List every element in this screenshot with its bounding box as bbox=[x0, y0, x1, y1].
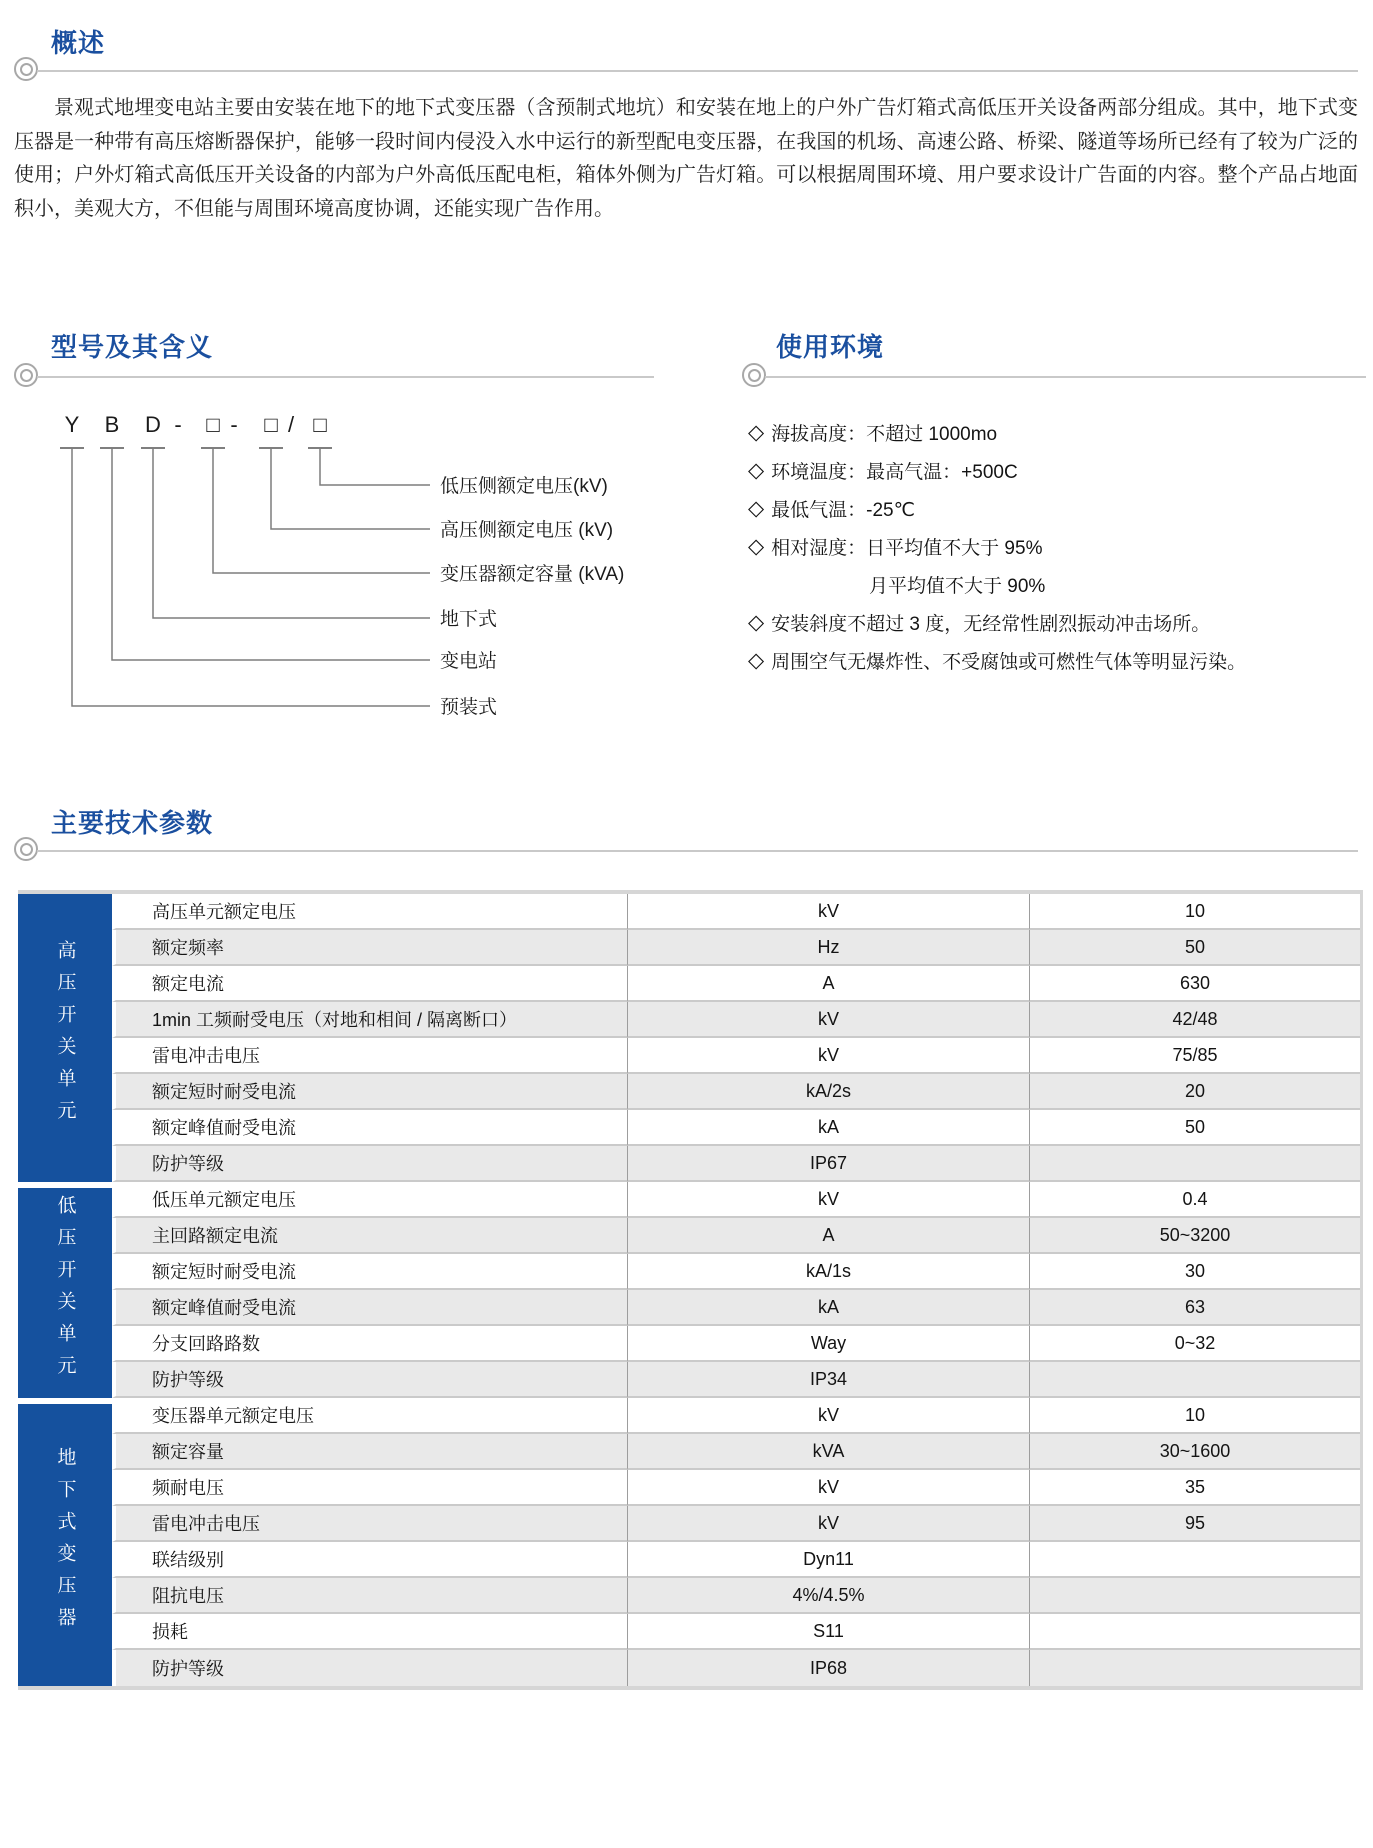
table-row bbox=[18, 1326, 1360, 1362]
table-row bbox=[18, 1110, 1360, 1146]
divider-line bbox=[37, 376, 654, 378]
param-value: 50 bbox=[1030, 1110, 1360, 1146]
param-unit: A bbox=[628, 966, 1030, 1002]
param-unit: kV bbox=[628, 1398, 1030, 1434]
param-name: 阻抗电压 bbox=[112, 1578, 628, 1614]
env-item bbox=[748, 413, 1368, 451]
diamond-icon: ◇ bbox=[748, 420, 765, 444]
table-row bbox=[18, 1074, 1360, 1110]
table-row bbox=[18, 1254, 1360, 1290]
param-name: 额定短时耐受电流 bbox=[112, 1074, 628, 1110]
model-label-prefabricated: 预装式 bbox=[440, 697, 498, 718]
param-value: 95 bbox=[1030, 1506, 1360, 1542]
table-row bbox=[18, 1398, 1360, 1434]
param-value: 30~1600 bbox=[1030, 1434, 1360, 1470]
param-name: 额定频率 bbox=[112, 930, 628, 966]
param-unit: kV bbox=[628, 894, 1030, 930]
param-unit: IP67 bbox=[628, 1146, 1030, 1182]
section-title-environment: 使用环境 bbox=[776, 332, 885, 362]
environment-list bbox=[748, 413, 1368, 679]
table-row bbox=[18, 1434, 1360, 1470]
table-row bbox=[18, 1470, 1360, 1506]
param-name: 主回路额定电流 bbox=[112, 1218, 628, 1254]
param-value bbox=[1030, 1146, 1360, 1182]
group-cell-underground-transformer bbox=[18, 1398, 112, 1686]
table-row bbox=[18, 1362, 1360, 1398]
param-value: 35 bbox=[1030, 1470, 1360, 1506]
param-unit: kV bbox=[628, 1002, 1030, 1038]
model-label-substation: 变电站 bbox=[440, 651, 498, 672]
table-row bbox=[18, 1038, 1360, 1074]
param-value: 10 bbox=[1030, 1398, 1360, 1434]
param-unit: 4%/4.5% bbox=[628, 1578, 1030, 1614]
parameters-table-frame bbox=[18, 890, 1363, 1690]
ring-icon bbox=[14, 363, 38, 387]
param-unit: Way bbox=[628, 1326, 1030, 1362]
table-row bbox=[18, 1578, 1360, 1614]
param-value: 50 bbox=[1030, 930, 1360, 966]
param-unit: kA bbox=[628, 1290, 1030, 1326]
model-symbol-box: □ bbox=[264, 412, 278, 437]
model-label-capacity: 变压器额定容量 (kVA) bbox=[440, 564, 625, 585]
env-item bbox=[748, 641, 1368, 679]
section-rule bbox=[14, 57, 1358, 85]
section-rule bbox=[742, 363, 1366, 391]
model-label-lv-voltage: 低压侧额定电压(kV) bbox=[440, 476, 608, 497]
divider-line bbox=[37, 850, 1358, 852]
param-unit: kV bbox=[628, 1182, 1030, 1218]
param-name: 额定短时耐受电流 bbox=[112, 1254, 628, 1290]
table-row bbox=[18, 1650, 1360, 1686]
group-label: 低压开关单元 bbox=[54, 1194, 76, 1387]
env-item bbox=[748, 527, 1368, 565]
param-value: 20 bbox=[1030, 1074, 1360, 1110]
env-item-text: 最低气温：-25℃ bbox=[771, 499, 915, 521]
param-unit: A bbox=[628, 1218, 1030, 1254]
env-item-text: 海拔高度：不超过 1000mo bbox=[771, 423, 998, 445]
ring-icon bbox=[742, 363, 766, 387]
env-item-continuation bbox=[748, 565, 1368, 603]
parameters-table bbox=[18, 894, 1360, 1686]
param-name: 分支回路路数 bbox=[112, 1326, 628, 1362]
group-label: 高压开关单元 bbox=[54, 939, 76, 1132]
param-unit: kA bbox=[628, 1110, 1030, 1146]
table-row bbox=[18, 1506, 1360, 1542]
table-row bbox=[18, 1002, 1360, 1038]
ring-icon bbox=[14, 57, 38, 81]
param-unit: kA/1s bbox=[628, 1254, 1030, 1290]
env-item-text: 周围空气无爆炸性、不受腐蚀或可燃性气体等明显污染。 bbox=[771, 651, 1247, 673]
param-name: 额定峰值耐受电流 bbox=[112, 1110, 628, 1146]
divider-line bbox=[37, 70, 1358, 72]
divider-line bbox=[765, 376, 1366, 378]
connector-lines bbox=[72, 448, 430, 706]
param-unit: S11 bbox=[628, 1614, 1030, 1650]
diamond-icon: ◇ bbox=[748, 610, 765, 634]
param-value: 10 bbox=[1030, 894, 1360, 930]
table-row bbox=[18, 1614, 1360, 1650]
param-value: 30 bbox=[1030, 1254, 1360, 1290]
param-value: 50~3200 bbox=[1030, 1218, 1360, 1254]
param-unit: IP34 bbox=[628, 1362, 1030, 1398]
param-name: 额定电流 bbox=[112, 966, 628, 1002]
env-item bbox=[748, 489, 1368, 527]
model-symbol: / bbox=[287, 412, 295, 437]
param-name: 高压单元额定电压 bbox=[112, 894, 628, 930]
model-symbol-box: □ bbox=[313, 412, 327, 437]
param-value: 63 bbox=[1030, 1290, 1360, 1326]
param-value bbox=[1030, 1542, 1360, 1578]
param-value bbox=[1030, 1578, 1360, 1614]
param-name: 联结级别 bbox=[112, 1542, 628, 1578]
table-row bbox=[18, 966, 1360, 1002]
section-rule bbox=[14, 363, 654, 391]
model-label-hv-voltage: 高压侧额定电压 (kV) bbox=[440, 520, 614, 541]
overview-paragraph: 景观式地埋变电站主要由安装在地下的地下式变压器（含预制式地坑）和安装在地上的户外广告灯箱式高低压开关设备两部分组成。其中，地下式变压器是一种带有高压熔断器保护，能够一段时间内侵没入水中运行的新型配电变压器，在我国的机场、高速公路、桥梁、隧道等场所已经有了较为广泛的使用；户外灯箱式高低压开关设备的内部为户外高低压配电柜，箱体外侧为广告灯箱。可以根据周围环境、用户要求设计广告面的内容。整个产品占地面积小，美观大方，不但能与周围环境高度协调，还能实现广告作用。 bbox=[14, 97, 1358, 220]
ring-icon bbox=[14, 837, 38, 861]
section-rule bbox=[14, 837, 1358, 865]
param-unit: Dyn11 bbox=[628, 1542, 1030, 1578]
model-symbol: D bbox=[145, 412, 161, 437]
env-item-text: 月平均值不大于 90% bbox=[869, 575, 1046, 597]
table-row bbox=[18, 1290, 1360, 1326]
param-name: 雷电冲击电压 bbox=[112, 1506, 628, 1542]
group-cell-lv-switch bbox=[18, 1182, 112, 1398]
param-unit: Hz bbox=[628, 930, 1030, 966]
param-name: 雷电冲击电压 bbox=[112, 1038, 628, 1074]
param-name: 额定峰值耐受电流 bbox=[112, 1290, 628, 1326]
group-label: 地下式变压器 bbox=[54, 1446, 76, 1639]
env-item-text: 相对湿度：日平均值不大于 95% bbox=[771, 537, 1043, 559]
env-item-text: 环境温度：最高气温：+500C bbox=[771, 461, 1018, 483]
param-value: 630 bbox=[1030, 966, 1360, 1002]
model-symbol: Y bbox=[64, 412, 80, 437]
diamond-icon: ◇ bbox=[748, 458, 765, 482]
param-value: 75/85 bbox=[1030, 1038, 1360, 1074]
param-name: 1min 工频耐受电压（对地和相间 / 隔离断口） bbox=[112, 1002, 628, 1038]
param-value: 0.4 bbox=[1030, 1182, 1360, 1218]
param-name: 频耐电压 bbox=[112, 1470, 628, 1506]
param-unit: kA/2s bbox=[628, 1074, 1030, 1110]
param-unit: kV bbox=[628, 1470, 1030, 1506]
param-name: 变压器单元额定电压 bbox=[112, 1398, 628, 1434]
model-symbol: - bbox=[174, 412, 182, 437]
model-symbol-box: □ bbox=[206, 412, 220, 437]
section-title-overview: 概述 bbox=[51, 28, 106, 58]
section-title-model: 型号及其含义 bbox=[51, 332, 214, 362]
param-name: 损耗 bbox=[112, 1614, 628, 1650]
table-row bbox=[18, 1218, 1360, 1254]
env-item bbox=[748, 603, 1368, 641]
env-item bbox=[748, 451, 1368, 489]
section-title-parameters: 主要技术参数 bbox=[51, 808, 214, 838]
param-name: 防护等级 bbox=[112, 1650, 628, 1686]
table-row bbox=[18, 930, 1360, 966]
param-unit: kVA bbox=[628, 1434, 1030, 1470]
table-row bbox=[18, 1182, 1360, 1218]
param-value bbox=[1030, 1650, 1360, 1686]
param-name: 低压单元额定电压 bbox=[112, 1182, 628, 1218]
param-unit: IP68 bbox=[628, 1650, 1030, 1686]
param-name: 防护等级 bbox=[112, 1146, 628, 1182]
model-designation-diagram bbox=[40, 402, 700, 732]
model-symbol: - bbox=[230, 412, 238, 437]
param-value bbox=[1030, 1614, 1360, 1650]
table-row bbox=[18, 1542, 1360, 1578]
table-row bbox=[18, 894, 1360, 930]
param-name: 额定容量 bbox=[112, 1434, 628, 1470]
env-item-text: 安装斜度不超过 3 度，无经常性剧烈振动冲击场所。 bbox=[771, 613, 1211, 635]
diamond-icon: ◇ bbox=[748, 534, 765, 558]
param-unit: kV bbox=[628, 1506, 1030, 1542]
param-unit: kV bbox=[628, 1038, 1030, 1074]
diamond-icon: ◇ bbox=[748, 496, 765, 520]
diamond-icon: ◇ bbox=[748, 648, 765, 672]
group-cell-hv-switch bbox=[18, 894, 112, 1182]
model-symbol: B bbox=[104, 412, 120, 437]
table-row bbox=[18, 1146, 1360, 1182]
param-value: 0~32 bbox=[1030, 1326, 1360, 1362]
param-name: 防护等级 bbox=[112, 1362, 628, 1398]
param-value: 42/48 bbox=[1030, 1002, 1360, 1038]
param-value bbox=[1030, 1362, 1360, 1398]
model-label-underground: 地下式 bbox=[440, 609, 498, 630]
